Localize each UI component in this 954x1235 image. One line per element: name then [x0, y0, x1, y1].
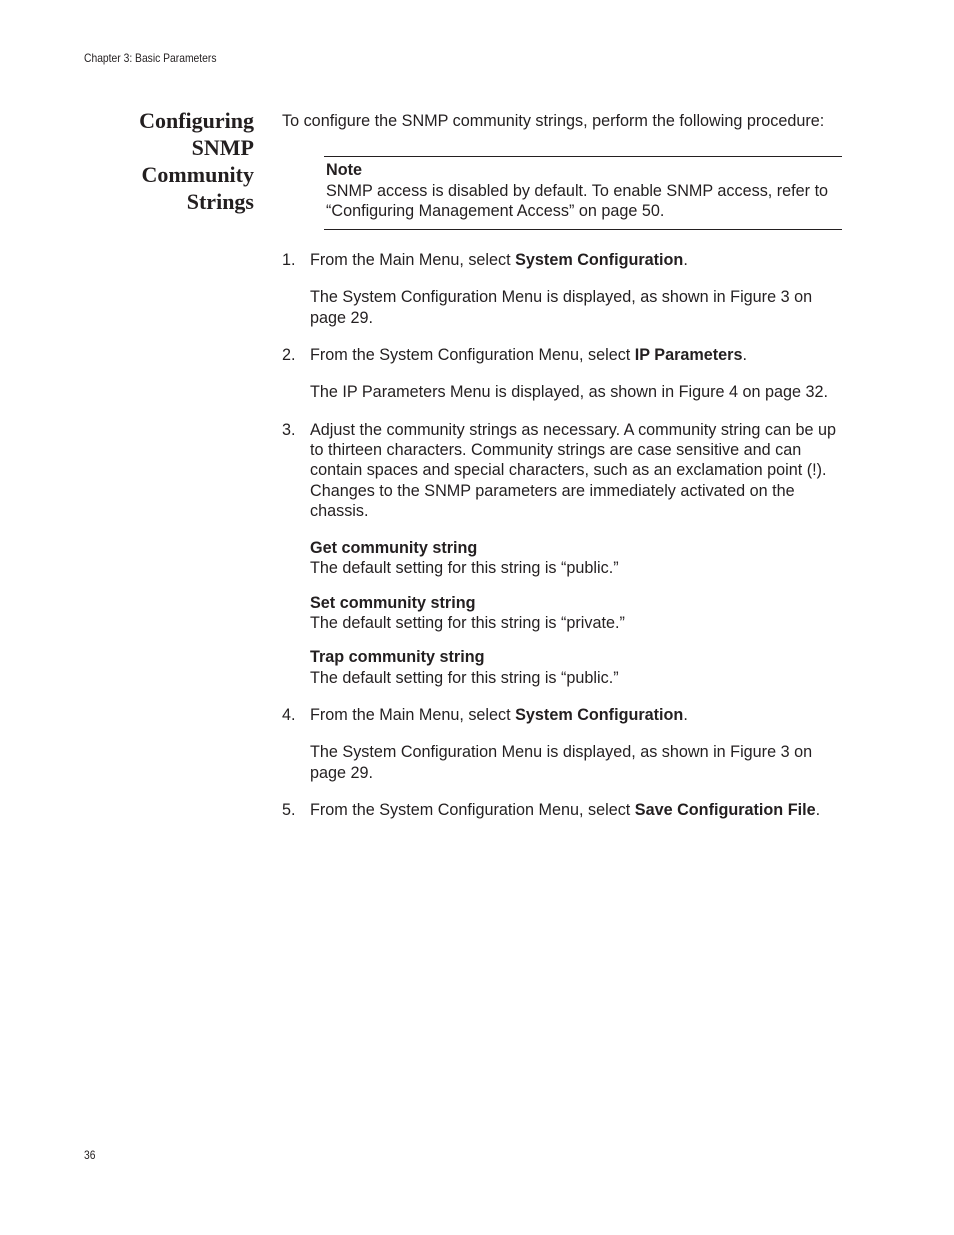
step-instruction: From the System Configuration Menu, select IP Parameters. — [310, 346, 747, 365]
section-heading-line: Strings — [186, 189, 254, 214]
step-instruction: Adjust the community strings as necessary. A community string can be up to thirteen characters. Community strings are case sensitive and can contain spaces and special characters, such as an exclamation point (!). Changes to the SNMP parameters are immediately activated on the chassis. — [310, 420, 837, 520]
term-get-community — [310, 538, 842, 579]
intro-paragraph: To configure the SNMP community strings, perform the following procedure: — [282, 112, 825, 130]
menu-option: IP Parameters — [634, 346, 743, 365]
term-trap-community — [310, 647, 842, 688]
step-4 — [282, 705, 842, 783]
step-number: 4. — [282, 705, 296, 724]
procedure-steps — [282, 250, 842, 820]
note-box — [324, 156, 842, 230]
step-number: 5. — [282, 800, 296, 819]
menu-option: Save Configuration File — [634, 800, 816, 819]
body-column — [282, 111, 842, 837]
step-number: 3. — [282, 420, 296, 439]
step-instruction: From the Main Menu, select System Configuration. — [310, 705, 688, 724]
step-number: 2. — [282, 346, 296, 365]
step-instruction: From the System Configuration Menu, select Save Configuration File. — [310, 800, 821, 819]
step-3 — [282, 420, 842, 688]
term-title: Trap community string — [310, 648, 485, 667]
section-heading — [100, 107, 254, 215]
step-result: The System Configuration Menu is displayed, as shown in Figure 3 on page 29. — [310, 288, 813, 327]
step-result: The System Configuration Menu is displayed, as shown in Figure 3 on page 29. — [310, 743, 813, 782]
section-heading-line: Configuring — [139, 108, 254, 133]
step-instruction: From the Main Menu, select System Configuration. — [310, 251, 688, 270]
section-heading-line: SNMP — [191, 135, 254, 160]
term-title: Set community string — [310, 593, 476, 612]
note-title: Note — [326, 161, 362, 180]
running-header: Chapter 3: Basic Parameters — [84, 51, 217, 65]
menu-option: System Configuration — [515, 705, 684, 724]
note-text: SNMP access is disabled by default. To enable SNMP access, refer to “Configuring Management Access” on page 50. — [326, 181, 829, 220]
term-description: The default setting for this string is “public.” — [310, 668, 619, 687]
term-set-community — [310, 593, 842, 634]
term-title: Get community string — [310, 539, 478, 558]
section-heading-line: Community — [141, 162, 254, 187]
step-1 — [282, 250, 842, 328]
step-2 — [282, 345, 842, 403]
step-5 — [282, 800, 842, 820]
page-number: 36 — [84, 1148, 96, 1162]
term-description: The default setting for this string is “public.” — [310, 559, 619, 578]
term-description: The default setting for this string is “private.” — [310, 614, 625, 633]
step-result: The IP Parameters Menu is displayed, as shown in Figure 4 on page 32. — [310, 383, 828, 402]
menu-option: System Configuration — [515, 251, 684, 270]
step-number: 1. — [282, 251, 296, 270]
